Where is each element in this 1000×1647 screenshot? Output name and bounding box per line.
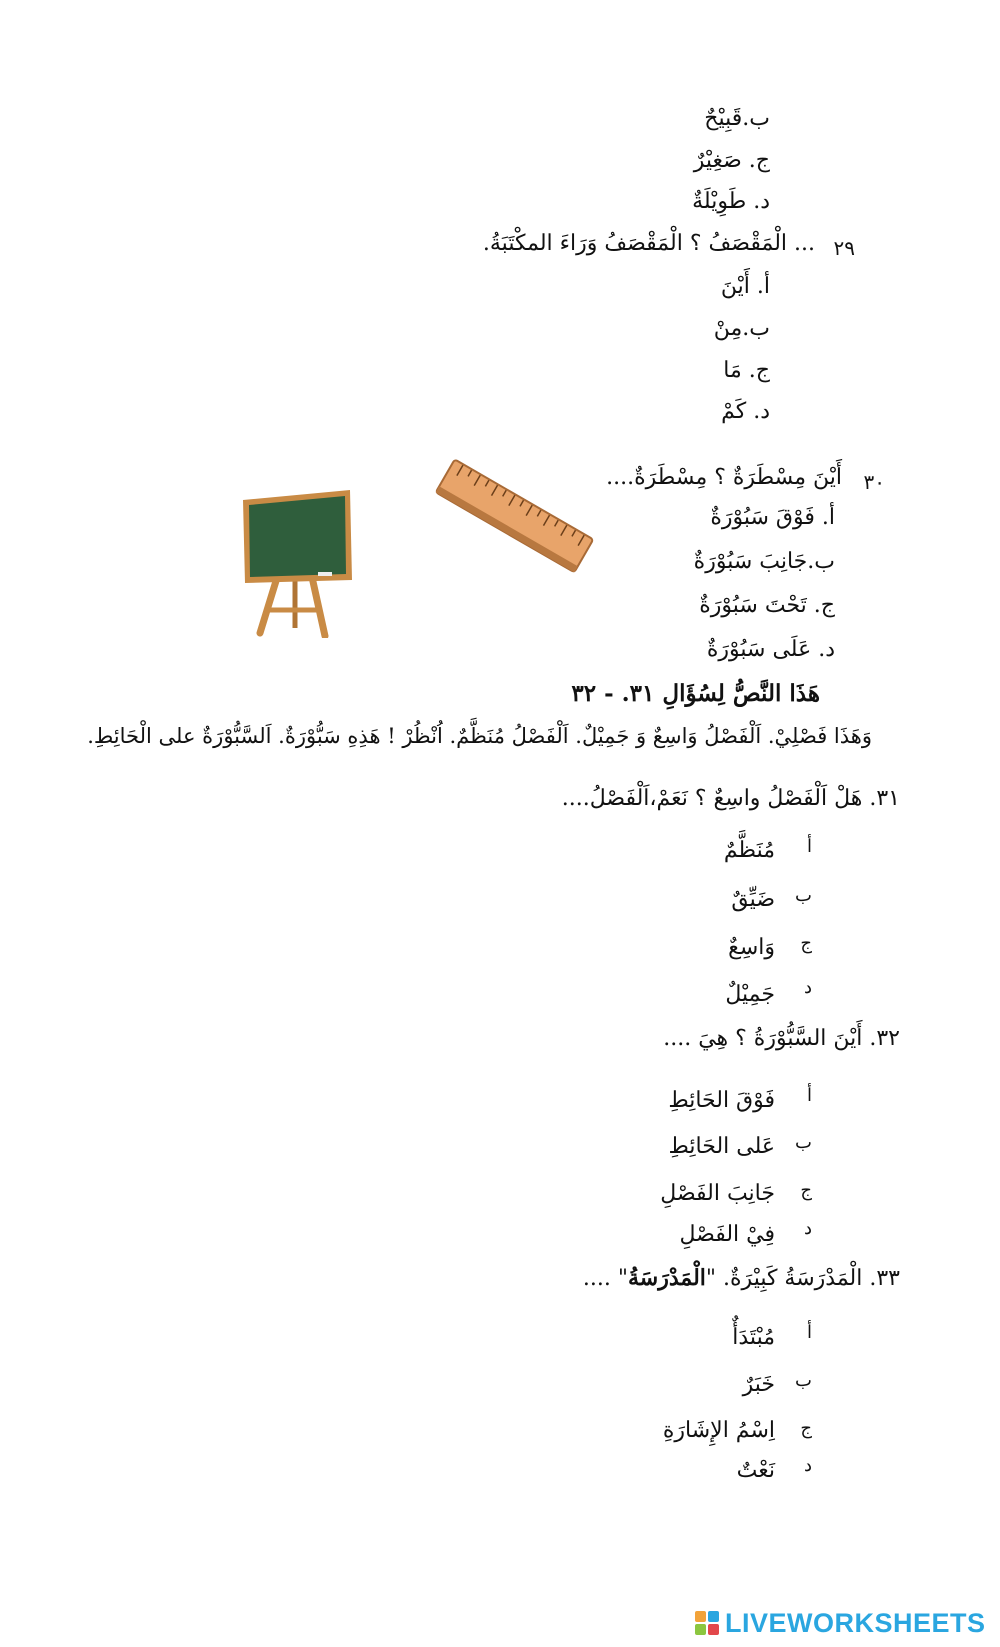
option-letter: أ — [806, 1085, 812, 1106]
q28-option-b[interactable] — [704, 106, 770, 131]
option-text: تَحْتَ سَبُوْرَةٌ — [699, 593, 807, 618]
q33-text-bold: الْمَدْرَسَةُ — [627, 1265, 706, 1291]
option-text: صَغِيْرٌ — [693, 148, 742, 173]
option-text: نَعْتٌ — [736, 1458, 775, 1483]
option-text: جَانِبَ الفَصْلِ — [660, 1181, 775, 1206]
option-letter: ب. — [742, 316, 770, 341]
option-text: مُبْتَدَأٌ — [732, 1325, 775, 1350]
liveworksheets-logo[interactable] — [695, 1608, 986, 1638]
option-letter: أ. — [756, 274, 770, 299]
option-text: جَانِبَ سَبُوْرَةٌ — [693, 549, 808, 574]
option-letter: د. — [818, 637, 835, 662]
option-text: قَبِيْحٌ — [704, 106, 743, 131]
option-text: جَمِيْلٌ — [725, 982, 775, 1007]
q33-text-tail: " .... — [582, 1266, 628, 1291]
chalkboard-image — [240, 488, 360, 638]
option-text: فِيْ الفَصْلِ — [679, 1222, 775, 1247]
q30-number: ٣٠ — [863, 470, 885, 494]
q33-text — [583, 1265, 900, 1291]
q30-option-d[interactable] — [707, 637, 835, 662]
option-text: خَبَرٌ — [742, 1372, 775, 1397]
option-letter: أ — [806, 1322, 812, 1343]
option-text: عَلَى سَبُوْرَةٌ — [706, 637, 812, 662]
q29-number: ٢٩ — [833, 236, 855, 260]
option-text: عَلى الحَائِطِ — [668, 1134, 775, 1159]
option-letter: د — [803, 1218, 812, 1239]
option-text: مُنَظَّمٌ — [723, 838, 775, 863]
option-text: أَيْنَ — [720, 274, 750, 299]
option-letter: ج. — [748, 358, 770, 383]
option-letter: ب. — [807, 549, 835, 574]
option-letter: أ. — [821, 505, 835, 530]
option-text: فَوْقَ الحَائِطِ — [668, 1088, 775, 1113]
option-letter: د. — [753, 189, 770, 214]
q29-option-a[interactable] — [721, 274, 770, 299]
passage-heading: هَذَا النَّصُّ لِسُؤَالِ ٣١. - ٣٢ — [571, 680, 820, 707]
q28-option-d[interactable] — [692, 189, 770, 214]
q29-option-b[interactable] — [714, 316, 770, 341]
q28-option-c[interactable] — [694, 148, 770, 173]
option-text: فَوْقَ سَبُوْرَةٌ — [710, 505, 815, 530]
option-text: مَا — [723, 358, 742, 383]
option-letter: د — [803, 1455, 812, 1476]
q29-option-d[interactable] — [721, 399, 770, 424]
option-letter: ج. — [748, 148, 770, 173]
option-letter: ب. — [742, 106, 770, 131]
q31-text: ٣١. هَلْ اَلْفَصْلُ واسِعٌ ؟ نَعَمْ،اَلْفَصْلُ.... — [561, 786, 900, 811]
option-letter: أ — [806, 836, 812, 857]
option-letter: ب — [795, 885, 812, 906]
option-letter: ج. — [813, 593, 835, 618]
q29-text: ... الْمَقْصَفُ ؟ الْمَقْصَفُ وَرَاءَ المكْتَبَةُ. — [482, 231, 815, 256]
q32-text: ٣٢. أَيْنَ السَّبُّوْرَةُ ؟ هِيَ .... — [663, 1026, 900, 1051]
option-letter: ب — [795, 1132, 812, 1153]
option-letter: ب — [795, 1370, 812, 1391]
q30-text: أَيْنَ مِسْطَرَةٌ ؟ مِسْطَرَةٌ.... — [606, 465, 842, 490]
brand-name: LIVEWORKSHEETS — [725, 1607, 986, 1638]
q30-option-c[interactable] — [699, 593, 835, 618]
option-letter: د. — [753, 399, 770, 424]
logo-grid-icon — [695, 1611, 719, 1635]
option-letter: د — [803, 977, 812, 998]
passage-text: وَهَذَا فَصْلِيْ. اَلْفَصْلُ وَاسِعٌ وَ جَمِيْلٌ. اَلْفَصْلُ مُنَظَّمٌ. اُنْظُرْ ! هَذِهِ سَبُّوْرَةٌ. اَلسَّبُّوْرَةٌ على الْحَائِطِ. — [87, 724, 872, 748]
option-text: طَوِيْلَةٌ — [692, 189, 747, 214]
q30-option-b[interactable] — [694, 549, 835, 574]
option-text: ضَيِّقٌ — [731, 887, 775, 912]
option-text: وَاسِعٌ — [728, 935, 775, 960]
option-text: كَمْ — [721, 399, 747, 424]
option-letter: ج — [800, 1418, 812, 1439]
ruler-image — [435, 450, 595, 580]
option-text: مِنْ — [713, 316, 743, 341]
option-text: اِسْمُ الإِشَارَةِ — [662, 1418, 775, 1443]
q29-option-c[interactable] — [723, 358, 770, 383]
option-letter: ج — [800, 1180, 812, 1201]
q30-option-a[interactable] — [710, 505, 835, 530]
q33-text-plain: ٣٣. الْمَدْرَسَةُ كَبِيْرَةٌ. " — [705, 1266, 900, 1291]
option-letter: ج — [800, 933, 812, 954]
